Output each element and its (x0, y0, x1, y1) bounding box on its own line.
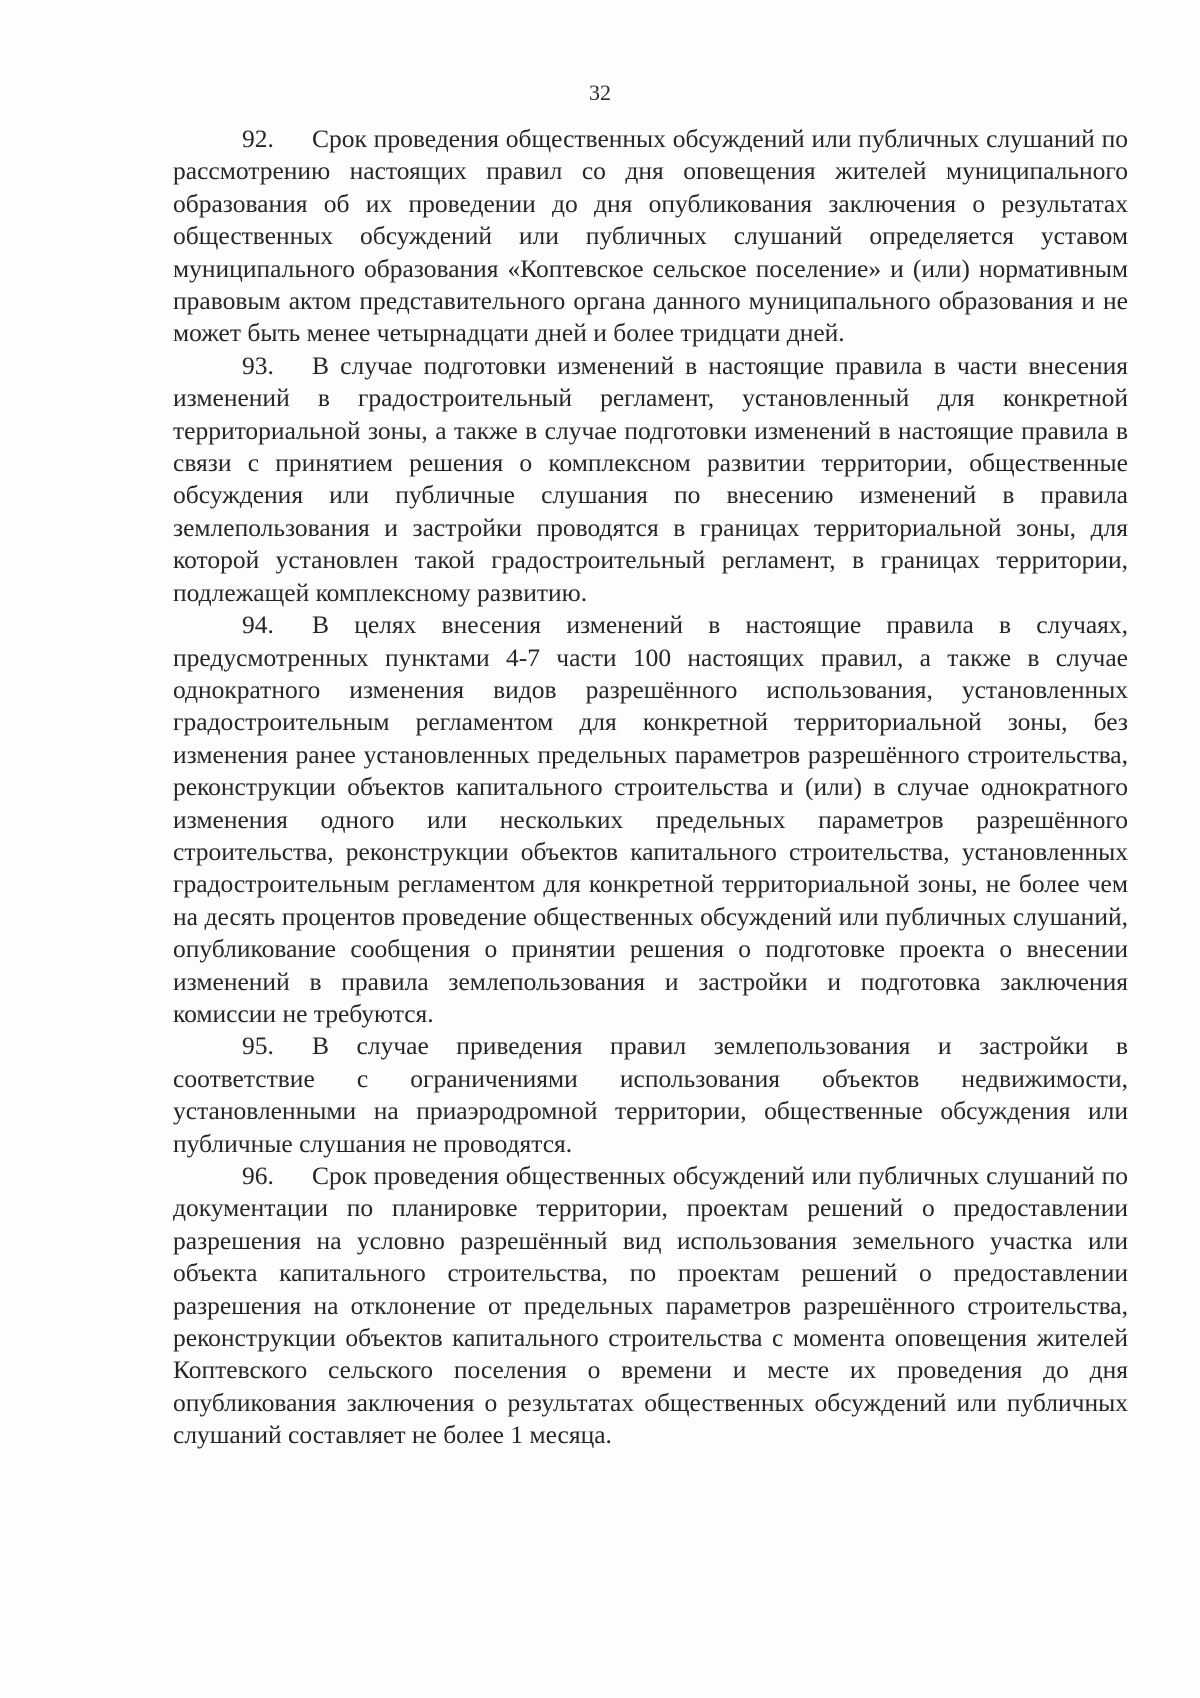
clause-number: 93. (242, 350, 274, 380)
clause-number: 95. (242, 1031, 274, 1061)
clause-93 (173, 350, 1128, 609)
page-number: 32 (589, 80, 611, 105)
document-body (173, 123, 1128, 1452)
clause-96 (173, 1160, 1128, 1452)
clause-94 (173, 609, 1128, 1030)
clause-number: 92. (242, 124, 274, 153)
clause-text: В случае подготовки изменений в настоящие правила в части внесения изменений в градостроительный регламент, установленный для конкретной территориальной зоны, а также в случае подготовки изменений в настоящие правила в связи с принятием решения о комплексном развитии территории, общественные обсуждения или публичные слушания по внесению изменений в правила землепользования и застройки проводятся в границах территориальной зоны, для которой установлен такой градостроительный регламент, в границах территории, подлежащей комплексному развитию. (173, 350, 1128, 607)
clause-text: Срок проведения общественных обсуждений или публичных слушаний по документации по планировке территории, проектам решений о предоставлении разрешения на условно разрешённый вид использования земельного участка или объекта капитального строительства, по проектам решений о предоставлении разрешения на отклонение от предельных параметров разрешённого строительства, реконструкции объектов капитального строительства с момента оповещения жителей Коптевского сельского поселения о времени и месте их проведения до дня опубликования заключения о результатах общественных обсуждений или публичных слушаний составляет не более 1 месяца. (173, 1161, 1128, 1450)
clause-95 (173, 1030, 1128, 1160)
clause-number: 96. (242, 1161, 274, 1190)
clause-number: 94. (242, 610, 274, 640)
clause-text: В целях внесения изменений в настоящие правила в случаях, предусмотренных пунктами 4-7 части 100 настоящих правил, а также в случае однократного изменения видов разрешённого использования, установленных градостроительным регламентом для конкретной территориальной зоны, без изменения ранее установленных предельных параметров разрешённого строительства, реконструкции объектов капитального строительства и (или) в случае однократного изменения одного или нескольких предельных параметров разрешённого строительства, реконструкции объектов капитального строительства, установленных градостроительным регламентом для конкретной территориальной зоны, не более чем на десять процентов проведение общественных обсуждений или публичных слушаний, опубликование сообщения о принятии решения о подготовке проекта о внесении изменений в правила землепользования и застройки и подготовка заключения комиссии не требуются. (173, 610, 1128, 1028)
clause-text: Срок проведения общественных обсуждений или публичных слушаний по рассмотрению настоящих правил со дня оповещения жителей муниципального образования об их проведении до дня опубликования заключения о результатах общественных обсуждений или публичных слушаний определяется уставом муниципального образования «Коптевское сельское поселение» и (или) нормативным правовым актом представительного органа данного муниципального образования и не может быть менее четырнадцати дней и более тридцати дней. (173, 124, 1128, 348)
clause-92 (173, 123, 1128, 350)
clause-text: В случае приведения правил землепользования и застройки в соответствие с ограничениями использования объектов недвижимости, установленными на приаэродромной территории, общественные обсуждения или публичные слушания не проводятся. (173, 1031, 1128, 1158)
